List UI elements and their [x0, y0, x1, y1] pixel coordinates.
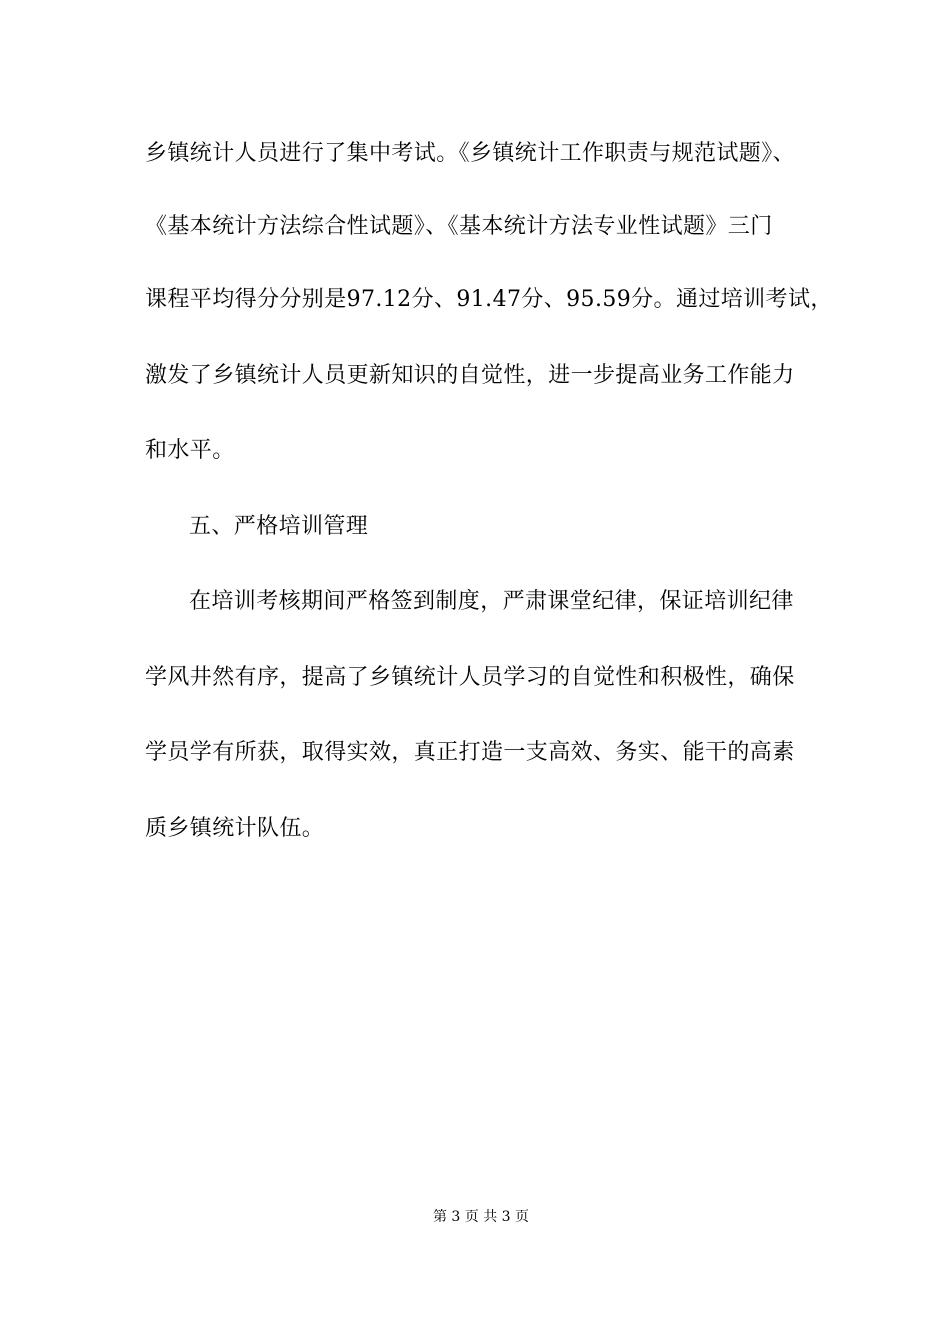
paragraph-1-line-5: 和水平。: [145, 438, 235, 463]
paragraph-2-line-3: 学员学有所获，取得实效，真正打造一支高效、务实、能干的高素: [145, 740, 795, 765]
paragraph-1-line-4: 激发了乡镇统计人员更新知识的自觉性，进一步提高业务工作能力: [145, 363, 795, 388]
paragraph-2-line-1: 在培训考核期间严格签到制度，严肃课堂纪律，保证培训纪律: [189, 589, 794, 614]
paragraph-1-line-3: 课程平均得分分别是97.12分、91.47分、95.59分。通过培训考试，: [145, 287, 833, 312]
paragraph-2-line-4: 质乡镇统计队伍。: [145, 816, 325, 841]
paragraph-1-line-2: 《基本统计方法综合性试题》、《基本统计方法专业性试题》三门: [145, 214, 773, 239]
paragraph-1-line-1: 乡镇统计人员进行了集中考试。《乡镇统计工作职责与规范试题》、: [145, 141, 796, 166]
paragraph-2-line-2: 学风井然有序，提高了乡镇统计人员学习的自觉性和积极性，确保: [145, 665, 795, 690]
section-heading: 五、严格培训管理: [189, 514, 369, 539]
page-number-footer: 第 3 页 共 3 页: [432, 1209, 530, 1225]
